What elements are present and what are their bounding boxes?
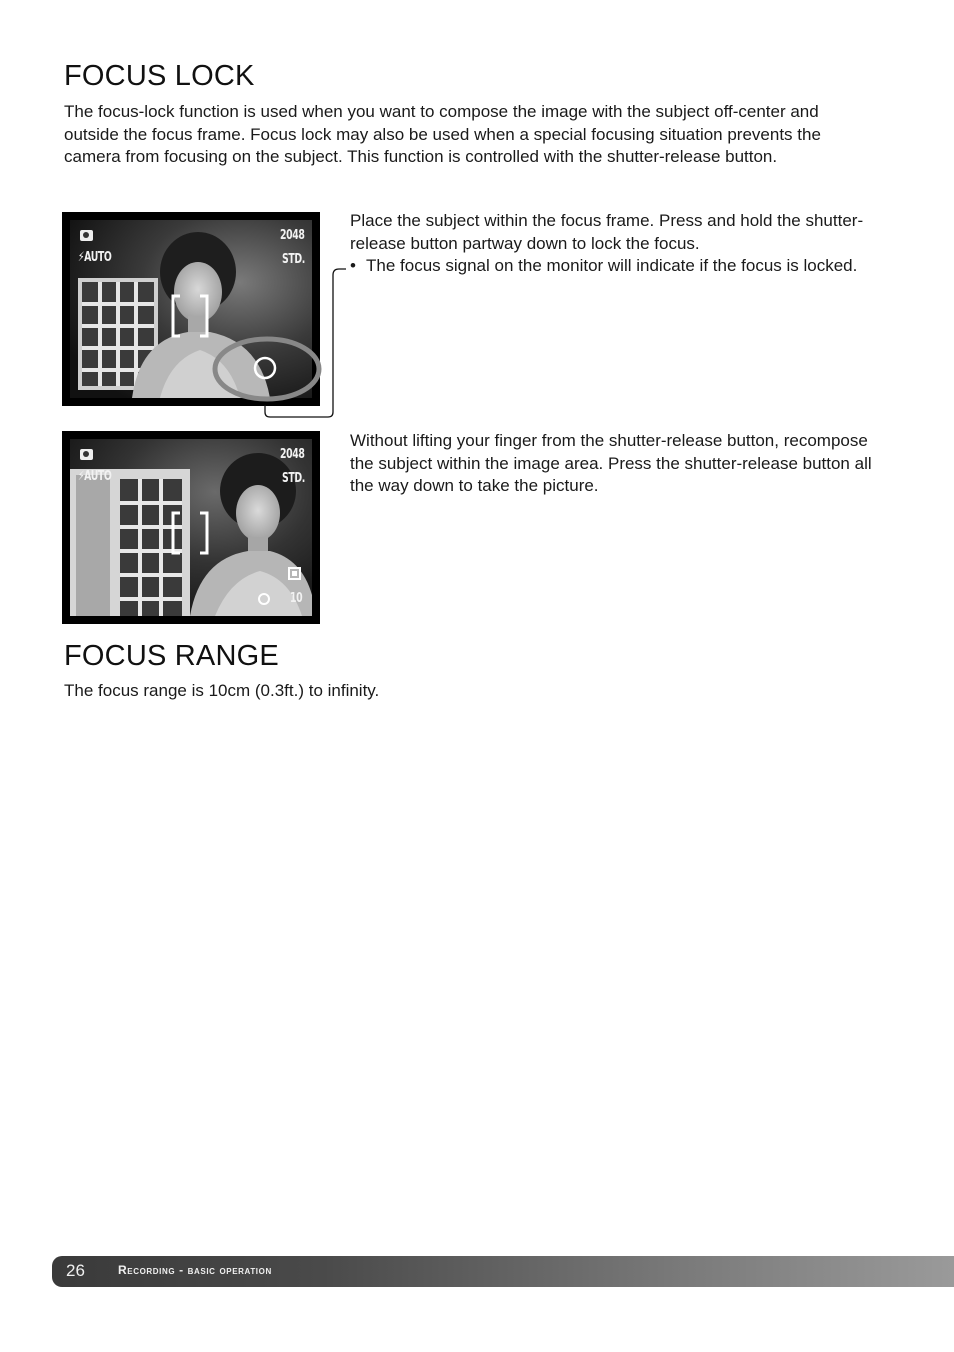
flash-icon: ⚡	[78, 469, 85, 484]
flash-mode-label: AUTO	[84, 250, 112, 265]
flash-mode-label: AUTO	[84, 469, 112, 484]
step1-bullet	[350, 255, 890, 278]
monitor-image-2	[70, 439, 312, 616]
flash-icon: ⚡	[78, 250, 85, 265]
monitor-screen-recomposed	[62, 431, 320, 624]
focus-range-text: The focus range is 10cm (0.3ft.) to infinity.	[64, 681, 380, 700]
bullet-dot: •	[350, 256, 356, 275]
step1-bullet-text: The focus signal on the monitor will indicate if the focus is locked.	[366, 256, 858, 275]
image-quality-indicator: STD.	[282, 471, 305, 486]
focus-signal-highlight	[215, 339, 319, 399]
flash-mode-indicator	[78, 250, 111, 265]
camera-mode-icon	[80, 230, 93, 241]
focus-lock-intro: The focus-lock function is used when you want to compose the image with the subject off-center and outside the focus frame. Focus lock may also be used when a special focusing situation prevents the camera from focusing on the subject. This function is controlled with the shutter-release button.	[64, 102, 821, 166]
page-number: 26	[66, 1261, 85, 1280]
step2-text: Without lifting your finger from the shutter-release button, recompose the subject within the image area. Press the shutter-release button all the way down to take the picture.	[350, 431, 872, 495]
page-footer	[52, 1256, 954, 1287]
image-size-indicator: 2048	[280, 447, 305, 462]
frame-counter: 10	[290, 591, 303, 606]
focus-lock-title: FOCUS LOCK	[64, 60, 255, 92]
image-quality-indicator: STD.	[282, 252, 305, 267]
portrait-photo-2	[70, 439, 312, 616]
camera-mode-icon	[80, 449, 93, 460]
flash-mode-indicator	[78, 469, 111, 484]
footer-section-title: Recording - basic operation	[118, 1263, 272, 1277]
step1-text: Place the subject within the focus frame. Press and hold the shutter-release button partway down to lock the focus.	[350, 211, 864, 253]
image-size-indicator: 2048	[280, 228, 305, 243]
focus-range-title: FOCUS RANGE	[64, 640, 279, 672]
focus-signal-callout	[206, 255, 346, 420]
callout-leader-line	[265, 269, 346, 417]
